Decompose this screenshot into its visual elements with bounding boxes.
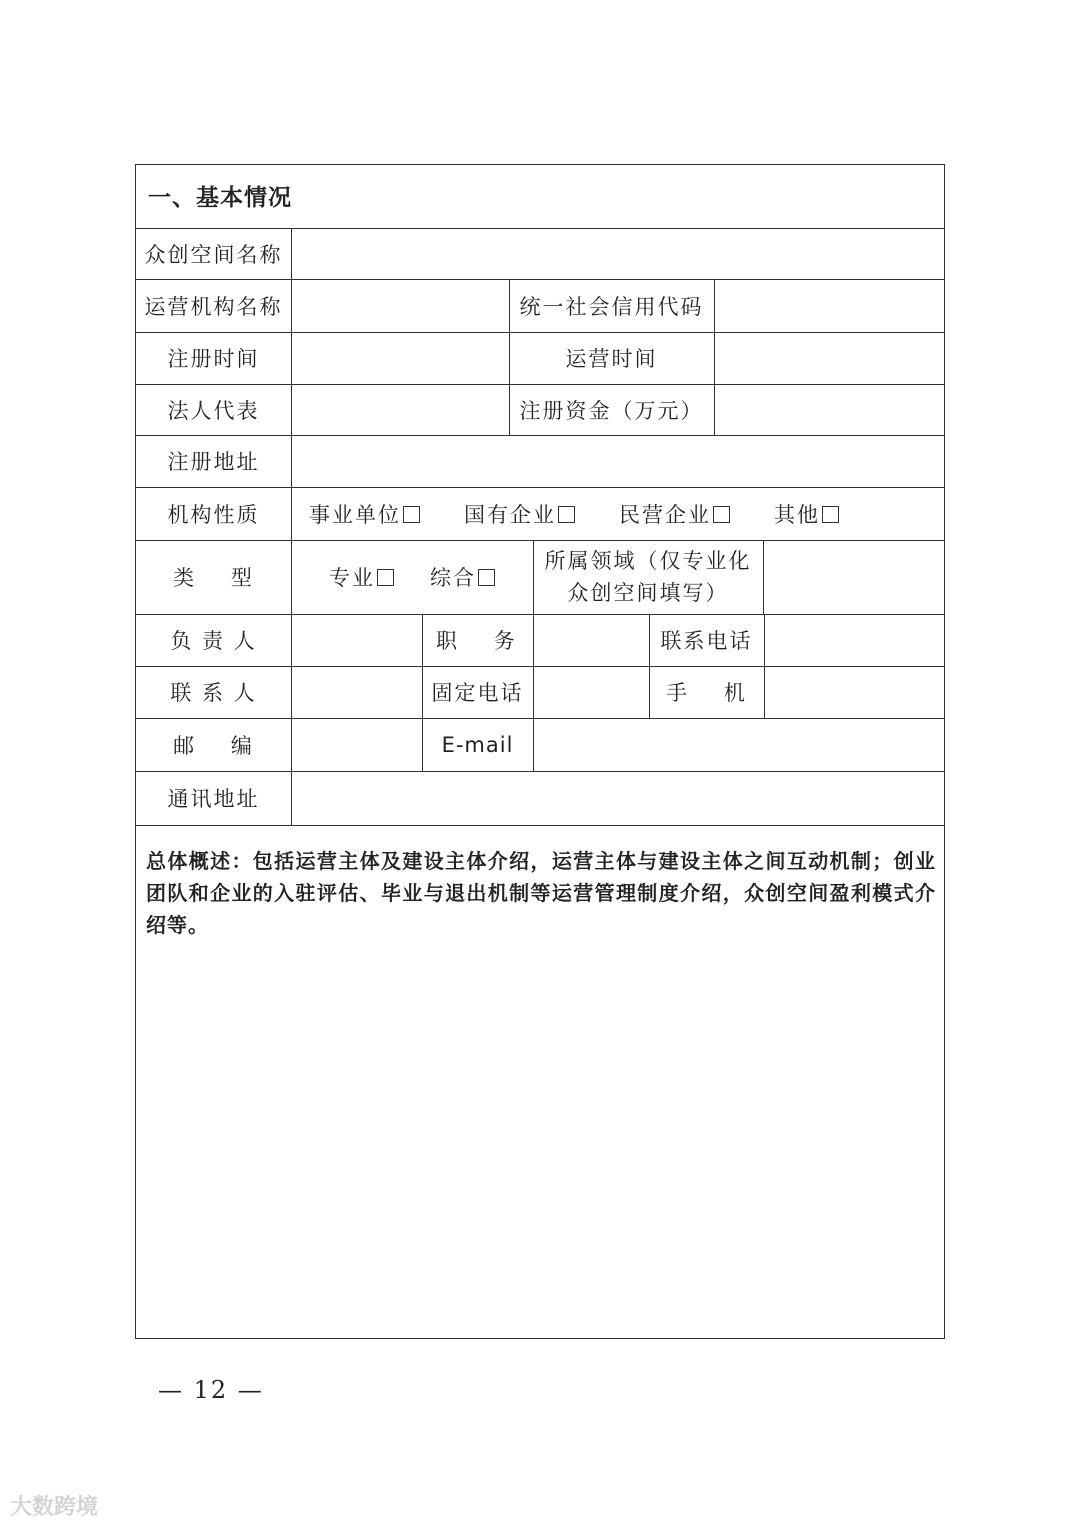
option-public-institution[interactable]: 事业单位 — [309, 499, 420, 529]
field-op-time[interactable] — [714, 332, 944, 384]
type-options — [291, 540, 533, 614]
label-legal-rep: 法人代表 — [167, 398, 260, 423]
checkbox[interactable] — [822, 506, 839, 523]
label-position: 职 务 — [436, 629, 517, 653]
label-contact: 联 系 人 — [170, 681, 257, 705]
field-email[interactable] — [533, 718, 944, 771]
label-type: 类 型 — [173, 566, 254, 590]
label-space-name: 众创空间名称 — [144, 242, 283, 267]
option-state-owned[interactable]: 国有企业 — [464, 499, 575, 529]
field-phone[interactable] — [764, 614, 944, 666]
field-credit-code[interactable] — [714, 279, 944, 332]
label-operator-name: 运营机构名称 — [144, 294, 283, 319]
field-position[interactable] — [533, 614, 649, 666]
label-phone: 联系电话 — [660, 629, 753, 653]
page-number: — 12 — — [158, 1376, 264, 1404]
label-postcode: 邮 编 — [173, 733, 254, 758]
field-mobile[interactable] — [764, 666, 944, 718]
label-email: E-mail — [441, 732, 514, 757]
field-operator-name[interactable] — [291, 279, 509, 332]
label-manager: 负 责 人 — [170, 629, 257, 653]
summary-field[interactable] — [136, 955, 944, 1335]
field-reg-capital[interactable] — [714, 384, 944, 435]
label-reg-time: 注册时间 — [167, 347, 260, 371]
option-private[interactable]: 民营企业 — [619, 499, 730, 529]
watermark: 大数跨境 — [10, 1495, 99, 1520]
summary-instructions: 总体概述：包括运营主体及建设主体介绍，运营主体与建设主体之间互动机制；创业团队和企业的入驻评估、毕业与退出机制等运营管理制度介绍，众创空间盈利模式介绍等。 — [146, 849, 936, 937]
checkbox[interactable] — [377, 569, 394, 586]
label-mobile: 手 机 — [666, 681, 747, 705]
checkbox[interactable] — [478, 569, 495, 586]
checkbox[interactable] — [558, 506, 575, 523]
label-reg-address: 注册地址 — [167, 450, 260, 474]
field-mail-address[interactable] — [291, 771, 944, 825]
section-title: 一、基本情况 — [148, 185, 292, 211]
label-reg-capital: 注册资金（万元） — [519, 398, 704, 423]
label-op-time: 运营时间 — [565, 347, 658, 371]
field-reg-time[interactable] — [291, 332, 509, 384]
basic-info-form — [135, 164, 945, 1339]
label-credit-code: 统一社会信用代码 — [519, 294, 704, 319]
field-landline[interactable] — [533, 666, 649, 718]
field-postcode[interactable] — [291, 718, 422, 771]
field-domain[interactable] — [763, 540, 944, 614]
checkbox[interactable] — [403, 506, 420, 523]
label-domain: 所属领域（仅专业化众创空间填写） — [544, 549, 752, 605]
label-mail-address: 通讯地址 — [167, 787, 260, 811]
org-nature-options — [291, 487, 944, 540]
label-landline: 固定电话 — [431, 681, 524, 705]
option-specialized[interactable]: 专业 — [329, 562, 394, 592]
label-org-nature: 机构性质 — [167, 502, 260, 527]
field-reg-address[interactable] — [291, 435, 944, 487]
checkbox[interactable] — [713, 506, 730, 523]
field-legal-rep[interactable] — [291, 384, 509, 435]
field-manager[interactable] — [291, 614, 422, 666]
option-other[interactable]: 其他 — [774, 499, 839, 529]
field-contact[interactable] — [291, 666, 422, 718]
field-space-name[interactable] — [291, 228, 944, 279]
option-comprehensive[interactable]: 综合 — [430, 562, 495, 592]
